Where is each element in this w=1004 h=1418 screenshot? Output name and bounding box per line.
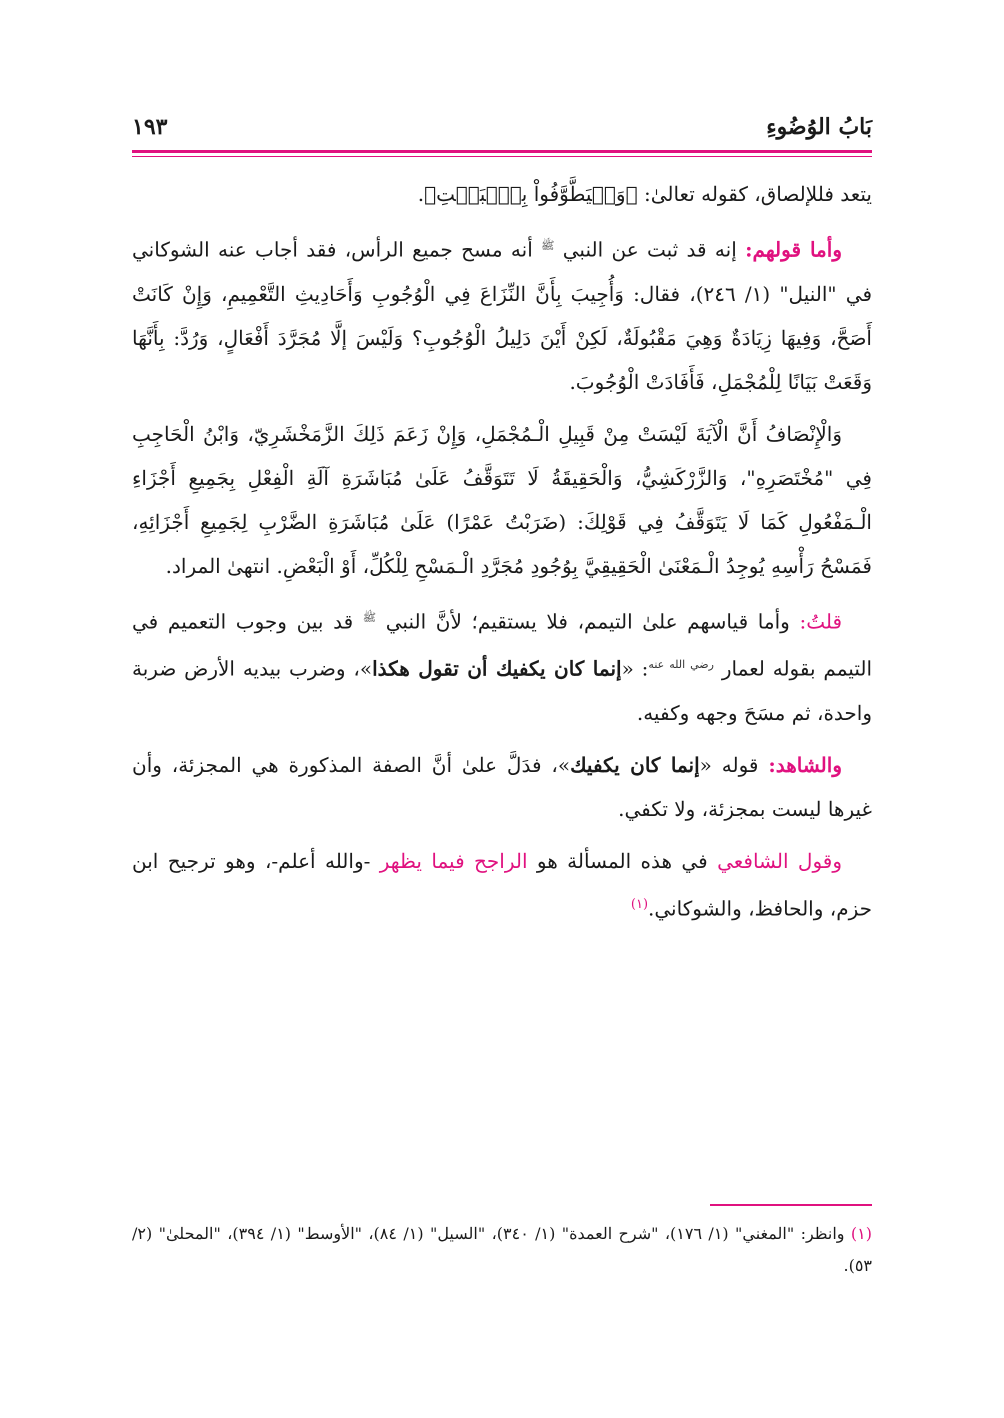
p4-label: قلتُ: [799, 609, 843, 634]
p4-bold-quote: إنما كان يكفيك أن تقول هكذا [372, 656, 622, 681]
p5-label: والشاهد: [768, 752, 842, 777]
footnote-rule [710, 1204, 872, 1206]
p5-bold-quote: إنما كان يكفيك [570, 752, 700, 777]
footnote-ref[interactable]: (١) [630, 896, 649, 912]
footnotes [132, 1218, 872, 1282]
p1-text-b: . [417, 182, 425, 206]
footnote-number: (١) [850, 1224, 872, 1243]
page-number: ١٩٣ [132, 114, 168, 140]
p4-text-d: »، وضرب بيديه الأرض ضربة واحدة، ثم مسَحَ وجهه وكفيه. [132, 656, 872, 725]
p2-label: وأما قولهم: [745, 237, 842, 262]
p6-text-b: في هذه المسألة هو [527, 848, 718, 873]
p1-text-a: يتعد فللإلصاق، كقوله تعالىٰ: [637, 182, 872, 206]
companion-honorific-icon: رضي الله عنه [648, 658, 714, 672]
header-rule-thick [132, 150, 872, 153]
paragraph-4 [132, 596, 872, 735]
paragraph-3 [132, 412, 872, 588]
running-header [132, 108, 872, 152]
p2-text-b: أنه مسح جميع الرأس، فقد أجاب عنه الشوكاني في "النيل" (١/ ٢٤٦)، فقال: وَأُجِيبَ بِأَنَّ النِّزَاعَ فِي الْوُجُوبِ وَأَحَادِيثِ التَّعْمِيمِ، وَإِنْ كَانَتْ أَصَحَّ، وَفِيهَا زِيَادَةٌ وَهِيَ مَقْبُولَةٌ، لَكِنْ أَيْنَ دَلِيلُ الْوُجُوبِ؟ وَلَيْسَ إلَّا مُجَرَّدَ أَفْعَالٍ، وَرُدَّ: بِأَنَّهَا وَقَعَتْ بَيَانًا لِلْمُجْمَلِ، فَأَفَادَتْ الْوُجُوبَ. [132, 237, 872, 394]
honorific-icon: ﷺ [541, 239, 555, 252]
p2-text-a: إنه قد ثبت عن النبي [554, 237, 746, 262]
p4-text-b: قد بين وجوب التعميم في التيمم بقوله لعمار [132, 609, 873, 681]
p4-text-c: : « [621, 656, 649, 681]
header-rule-thin [132, 156, 872, 157]
paragraph-5 [132, 743, 872, 831]
paragraph-2 [132, 224, 872, 404]
p3-text: وَالْإِنْصَافُ أَنَّ الْآيَةَ لَيْسَتْ مِنْ قَبِيلِ الْـمُجْمَلِ، وَإِنْ زَعَمَ ذَلِكَ الزَّمَخْشَرِيّ، وَابْنُ الْحَاجِبِ فِي "مُخْتَصَرِهِ"، وَالزَّرْكَشِيُّ، وَالْحَقِيقَةُ لَا تَتَوَقَّفُ عَلَىٰ مُبَاشَرَةِ آلَةِ الْفِعْلِ بِجَمِيعِ أَجْزَاءِ الْـمَفْعُولِ كَمَا لَا يَتَوَقَّفُ فِي قَوْلِكَ: (ضَرَبْتُ عَمْرًا) عَلَىٰ مُبَاشَرَةِ الضَّرْبِ لِجَمِيعِ أَجْزَائِهِ، فَمَسْحُ رَأْسِهِ يُوجِدُ الْـمَعْنَىٰ الْحَقِيقِيَّ بِوُجُودِ مُجَرَّدِ الْـمَسْحِ لِلْكُلِّ، أَوْ الْبَعْضِ. انتهىٰ المراد. [132, 421, 872, 578]
paragraph-1 [132, 172, 872, 216]
chapter-title: بَابُ الوُضُوءِ [766, 114, 872, 140]
p6-text-a: وقول الشافعي [717, 848, 842, 873]
quran-verse: ﴿وَلۡيَطَّوَّفُواْ بِٱلۡبَيۡتِ﴾ [424, 182, 638, 206]
paragraph-6 [132, 839, 872, 931]
honorific-icon: ﷺ [362, 610, 377, 624]
p5-text-a: قوله « [699, 752, 769, 777]
footnote-text: وانظر: "المغني" (١/ ١٧٦)، "شرح العمدة" (١/ ٣٤٠)، "السيل" (١/ ٨٤)، "الأوسط" (١/ ٣٩٤)، "المحلیٰ" (٢/ ٥٣). [132, 1224, 872, 1275]
main-text [132, 172, 872, 939]
p6-text-c: -والله أعلم-، وهو ترجيح ابن حزم، والحافظ، والشوكاني. [132, 848, 872, 921]
p6-highlight: الراجح فيما يظهر [379, 848, 528, 873]
p4-text-a: وأما قياسهم علىٰ التيمم، فلا يستقيم؛ لأنَّ النبي [376, 609, 800, 634]
footnote-item [132, 1218, 872, 1282]
p5-text-b: »، فدَلَّ علىٰ أنَّ الصفة المذكورة هي المجزئة، وأن غيرها ليست بمجزئة، ولا تكفي. [132, 752, 872, 821]
